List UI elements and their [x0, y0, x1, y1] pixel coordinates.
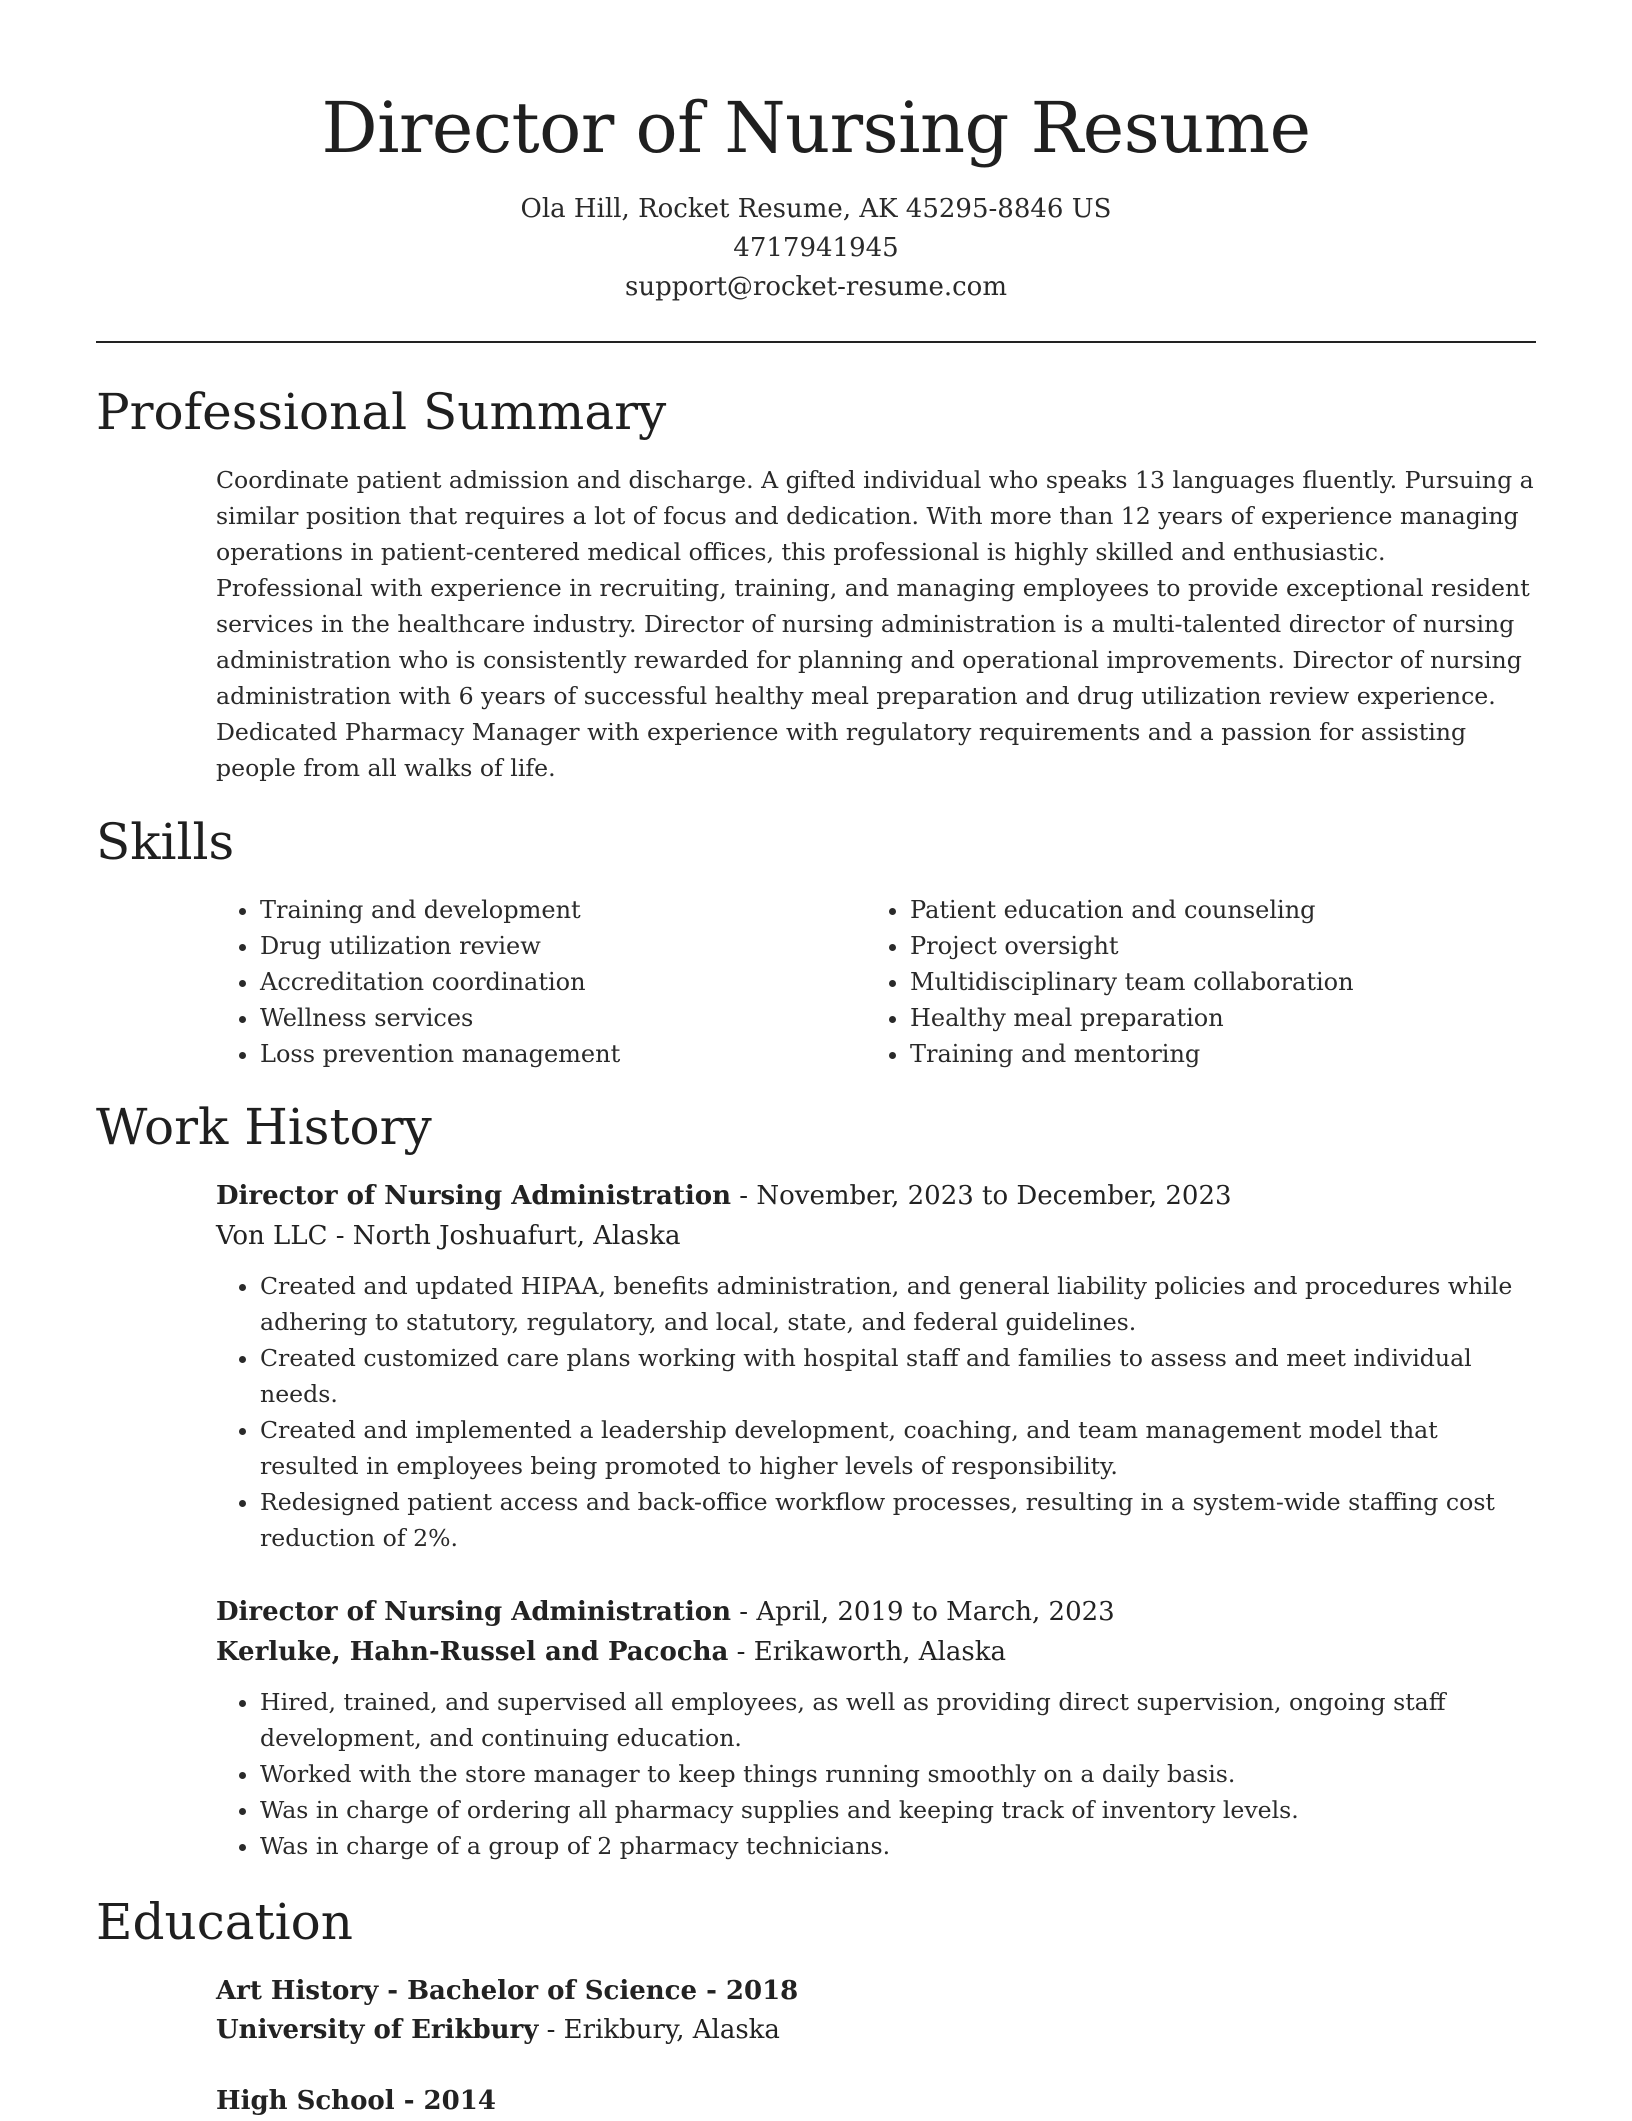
education-location: - Erikbury, Alaska: [538, 2015, 780, 2045]
skills-heading: Skills: [96, 813, 235, 871]
education-degree: High School - 2014: [216, 2086, 496, 2116]
job-bullets: [216, 1268, 1536, 1556]
job-location: - North Joshuafurt, Alaska: [327, 1221, 681, 1251]
job-bullet: • Worked with the store manager to keep things running smoothly on a daily basis.: [260, 1756, 1536, 1792]
skill-item: • Healthy meal preparation: [910, 1000, 1536, 1036]
contact-block: [96, 190, 1536, 307]
job-bullet: • Created and implemented a leadership development, coaching, and team management model that resulted in employees being promoted to higher levels of responsibility.: [260, 1412, 1536, 1484]
education-school-line: [216, 2011, 1536, 2050]
job-entry: [216, 1176, 1536, 1556]
job-dates: - April, 2019 to March, 2023: [731, 1597, 1115, 1627]
skill-item: • Training and development: [260, 892, 866, 928]
education-entry: [216, 2082, 1536, 2121]
job-location: - Erikaworth, Alaska: [728, 1637, 1006, 1667]
education-heading: Education: [96, 1893, 353, 1951]
job-dates: - November, 2023 to December, 2023: [731, 1181, 1232, 1211]
skill-item: • Patient education and counseling: [910, 892, 1536, 928]
job-company-line: [216, 1216, 1536, 1256]
contact-phone: 4717941945: [733, 233, 899, 263]
summary-heading: Professional Summary: [96, 383, 667, 441]
skill-item: • Loss prevention management: [260, 1036, 866, 1072]
contact-address: Ola Hill, Rocket Resume, AK 45295-8846 US: [520, 194, 1112, 224]
skills-list-right: [866, 892, 1536, 1072]
job-entry: [216, 1592, 1536, 1864]
job-bullet: • Created customized care plans working with hospital staff and families to assess and meet individual needs.: [260, 1340, 1536, 1412]
job-company: Von LLC: [216, 1221, 328, 1251]
skill-item: • Training and mentoring: [910, 1036, 1536, 1072]
job-bullet: • Created and updated HIPAA, benefits administration, and general liability policies and procedures while adhering to statutory, regulatory, and local, state, and federal guidelines.: [260, 1268, 1536, 1340]
job-bullet: • Redesigned patient access and back-office workflow processes, resulting in a system-wide staffing cost reduction of 2%.: [260, 1484, 1536, 1556]
job-bullet: • Was in charge of a group of 2 pharmacy technicians.: [260, 1828, 1536, 1864]
education-degree: Art History - Bachelor of Science - 2018: [216, 1976, 799, 2006]
work-heading: Work History: [96, 1098, 432, 1156]
job-title-line: [216, 1176, 1536, 1216]
job-company: Kerluke, Hahn-Russel and Pacocha: [216, 1637, 729, 1667]
resume-page: [96, 0, 1536, 2116]
skill-item: • Wellness services: [260, 1000, 866, 1036]
contact-email: support@rocket-resume.com: [624, 272, 1007, 302]
job-title-line: [216, 1592, 1536, 1632]
skill-item: • Multidisciplinary team collaboration: [910, 964, 1536, 1000]
job-bullet: • Hired, trained, and supervised all employees, as well as providing direct supervision, ongoing staff development, and continuing education.: [260, 1684, 1536, 1756]
job-bullet: • Was in charge of ordering all pharmacy supplies and keeping track of inventory levels.: [260, 1792, 1536, 1828]
skill-item: • Drug utilization review: [260, 928, 866, 964]
education-school: University of Erikbury: [216, 2015, 539, 2045]
summary-section: [216, 462, 1536, 786]
skills-list-left: [216, 892, 866, 1072]
header-divider: [96, 341, 1536, 343]
resume-title: Director of Nursing Resume: [321, 87, 1311, 169]
job-bullets: [216, 1684, 1536, 1864]
education-entry: [216, 1972, 1536, 2050]
skill-item: • Accreditation coordination: [260, 964, 866, 1000]
job-title: Director of Nursing Administration: [216, 1181, 732, 1211]
skills-section: [216, 892, 1536, 1072]
skill-item: • Project oversight: [910, 928, 1536, 964]
summary-text: Coordinate patient admission and discharge. A gifted individual who speaks 13 languages fluently. Pursuing a similar position that requires a lot of focus and dedication. With more than 12 years of experience managing operations in patient-centered medical offices, this professional is highly skilled and enthusiastic. Professional with experience in recruiting, training, and managing employees to provide exceptional resident services in the healthcare industry. Director of nursing administration is a multi-talented director of nursing administration who is consistently rewarded for planning and operational improvements. Director of nursing administration with 6 years of successful healthy meal preparation and drug utilization review experience. Dedicated Pharmacy Manager with experience with regulatory requirements and a passion for assisting people from all walks of life.: [216, 466, 1534, 782]
job-company-line: [216, 1632, 1536, 1672]
job-title: Director of Nursing Administration: [216, 1597, 732, 1627]
